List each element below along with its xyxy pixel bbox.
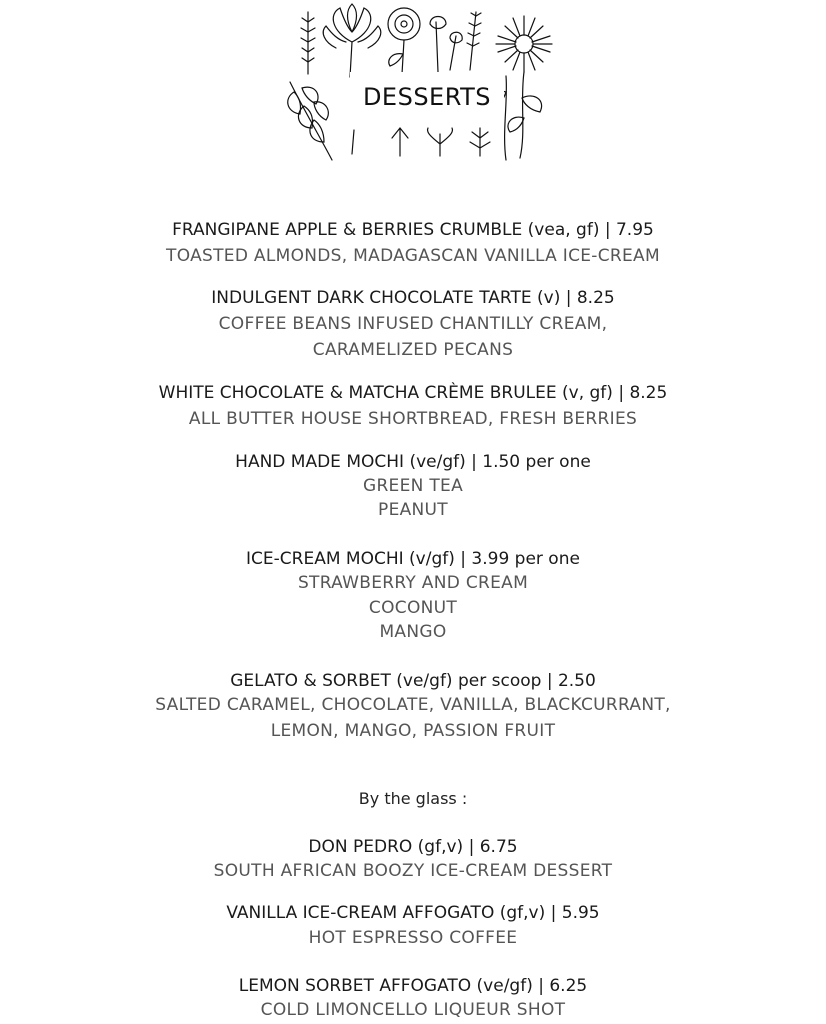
protea-flower-icon — [323, 4, 381, 77]
menu-item-icecream-mochi-flavor-2: COCONUT — [368, 598, 458, 618]
menu-item-icecream-mochi-name: ICE-CREAM MOCHI (v/gf) | 3.99 per one — [246, 549, 580, 569]
glass-item-vanilla-affogato-details: HOT ESPRESSO COFFEE — [308, 928, 518, 948]
menu-item-tarte-details-1: COFFEE BEANS INFUSED CHANTILLY CREAM, — [218, 314, 608, 334]
page-title: DESSERTS — [362, 83, 492, 111]
sprouts-icon — [352, 128, 490, 156]
leaf-sprig-left-icon — [288, 82, 332, 160]
small-flowers-icon — [430, 12, 481, 72]
glass-item-lemon-affogato-details: COLD LIMONCELLO LIQUEUR SHOT — [260, 1000, 566, 1020]
menu-item-icecream-mochi-flavor-3: MANGO — [379, 622, 447, 642]
menu-item-brulee-details: ALL BUTTER HOUSE SHORTBREAD, FRESH BERRIES — [188, 409, 638, 429]
glass-item-vanilla-affogato-name: VANILLA ICE-CREAM AFFOGATO (gf,v) | 5.95 — [226, 903, 600, 923]
menu-item-mochi-name: HAND MADE MOCHI (ve/gf) | 1.50 per one — [235, 452, 591, 472]
page-title-box — [350, 72, 504, 122]
section-heading-by-the-glass: By the glass : — [358, 789, 468, 808]
menu-item-crumble-name: FRANGIPANE APPLE & BERRIES CRUMBLE (vea, gf) | 7.95 — [172, 220, 654, 240]
menu-item-tarte-name: INDULGENT DARK CHOCOLATE TARTE (v) | 8.25 — [211, 288, 615, 308]
menu-item-brulee-name: WHITE CHOCOLATE & MATCHA CRÈME BRULEE (v, gf) | 8.25 — [158, 383, 668, 403]
glass-item-don-pedro-name: DON PEDRO (gf,v) | 6.75 — [308, 837, 518, 857]
menu-item-gelato-flavors-1: SALTED CARAMEL, CHOCOLATE, VANILLA, BLACKCURRANT, — [155, 695, 671, 715]
menu-item-crumble-details: TOASTED ALMONDS, MADAGASCAN VANILLA ICE-CREAM — [166, 246, 660, 266]
menu-item-gelato-name: GELATO & SORBET (ve/gf) per scoop | 2.50 — [230, 671, 596, 691]
lavender-stem-icon — [301, 12, 315, 74]
menu-item-tarte-details-2: CARAMELIZED PECANS — [312, 340, 514, 360]
menu-item-icecream-mochi-flavor-1: STRAWBERRY AND CREAM — [297, 573, 529, 593]
menu-item-gelato-flavors-2: LEMON, MANGO, PASSION FRUIT — [270, 721, 556, 741]
menu-item-mochi-flavor-1: GREEN TEA — [362, 476, 464, 496]
round-flower-icon — [388, 8, 420, 74]
glass-item-don-pedro-details: SOUTH AFRICAN BOOZY ICE-CREAM DESSERT — [213, 861, 613, 881]
menu-item-mochi-flavor-2: PEANUT — [378, 500, 448, 520]
glass-item-lemon-affogato-name: LEMON SORBET AFFOGATO (ve/gf) | 6.25 — [238, 976, 588, 996]
